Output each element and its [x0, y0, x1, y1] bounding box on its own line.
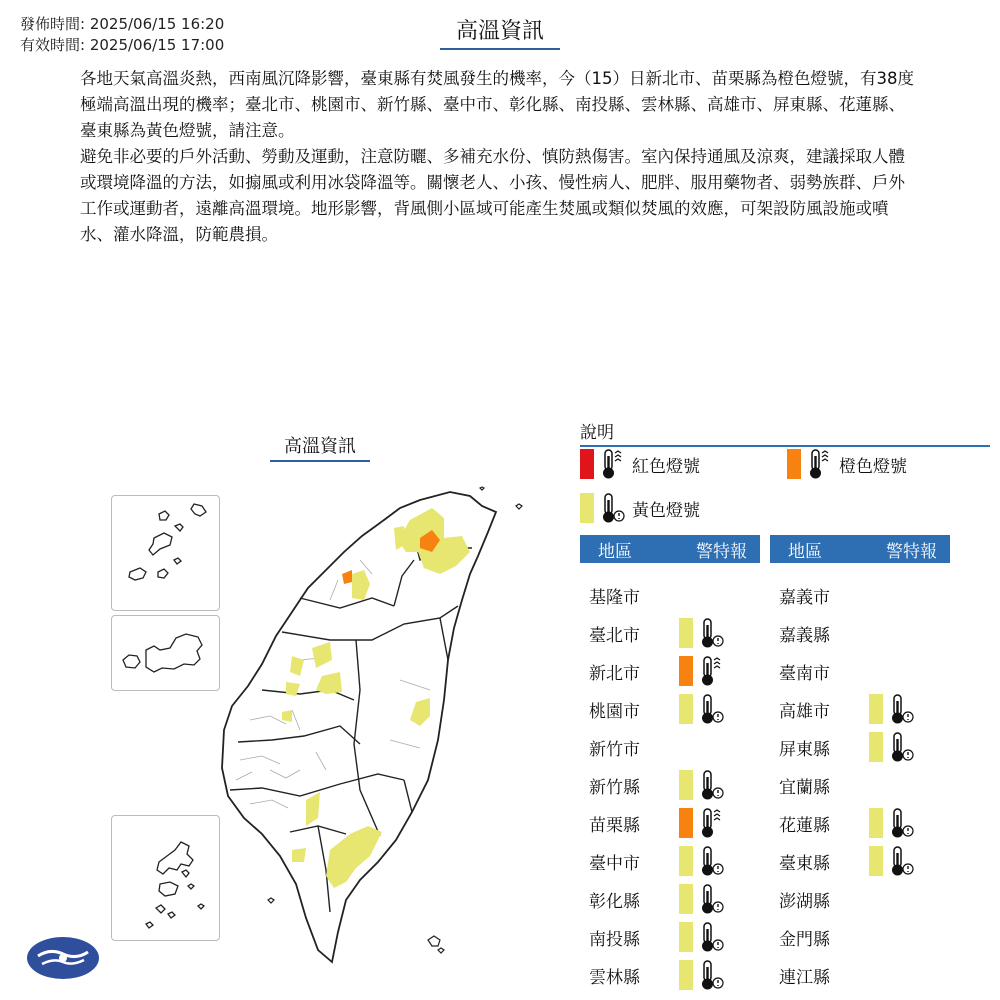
thermometer-warning-icon: [889, 807, 915, 839]
penghu-islands-map: [112, 816, 219, 940]
warning-level-bar: [679, 656, 693, 686]
region-row: [580, 804, 725, 842]
region-name: 宜蘭縣: [779, 777, 830, 798]
thermometer-warning-icon: [699, 693, 725, 725]
region-name: 花蓮縣: [779, 815, 830, 836]
region-name: 高雄市: [779, 701, 830, 722]
region-row: [770, 804, 915, 842]
region-row: [770, 576, 869, 614]
warning-level-bar: [679, 694, 693, 724]
thermometer-high-icon: [807, 448, 833, 480]
kinmen-islands-map: [112, 616, 219, 690]
region-name: 新竹縣: [589, 777, 640, 798]
map-title: 高溫資訊: [270, 432, 370, 462]
col-region-right: 地區: [788, 541, 822, 562]
region-row: [580, 614, 725, 652]
warning-level-bar: [679, 884, 693, 914]
region-name: 彰化縣: [589, 891, 640, 912]
region-row: [580, 918, 725, 956]
legend-orange-swatch: [787, 449, 801, 479]
warning-level-bar: [679, 770, 693, 800]
thermometer-warning-icon: [699, 845, 725, 877]
thermometer-warning-icon: [889, 693, 915, 725]
region-name: 新竹市: [589, 739, 640, 760]
region-name: 新北市: [589, 663, 640, 684]
region-row: [580, 766, 725, 804]
warning-level-bar: [679, 618, 693, 648]
table-header-right: [770, 535, 950, 563]
thermometer-warning-icon: [699, 769, 725, 801]
cwa-logo-icon: [26, 936, 100, 980]
legend-title: 說明: [580, 418, 990, 447]
region-row: [580, 842, 725, 880]
taiwan-outline: [222, 492, 496, 962]
warning-level-bar: [679, 808, 693, 838]
region-name: 澎湖縣: [779, 891, 830, 912]
matsu-islands-map: [112, 496, 219, 610]
region-row: [580, 728, 679, 766]
page-title: 高溫資訊: [440, 14, 560, 50]
thermometer-warning-icon: [699, 883, 725, 915]
region-name: 苗栗縣: [589, 815, 640, 836]
thermometer-warning-icon: [889, 731, 915, 763]
region-name: 臺中市: [589, 853, 640, 874]
warning-level-bar: [869, 732, 883, 762]
region-name: 基隆市: [589, 587, 640, 608]
thermometer-warning-icon: [699, 617, 725, 649]
region-row: [770, 652, 869, 690]
legend-orange-label: 橙色燈號: [839, 456, 907, 477]
region-name: 臺北市: [589, 625, 640, 646]
legend-red-label: 紅色燈號: [632, 456, 700, 477]
region-row: [580, 576, 679, 614]
inset-matsu: [111, 495, 220, 611]
col-warning-left: 警特報: [696, 541, 747, 562]
inset-penghu: [111, 815, 220, 941]
warning-level-bar: [869, 808, 883, 838]
valid-time: 有效時間: 2025/06/15 17:00: [20, 36, 225, 54]
inset-kinmen: [111, 615, 220, 691]
legend-yellow-label: 黃色燈號: [632, 500, 700, 521]
region-row: [770, 728, 915, 766]
yellow-warning-areas: [282, 508, 470, 888]
region-name: 南投縣: [589, 929, 640, 950]
thermometer-warning-icon: [699, 921, 725, 953]
region-row: [580, 690, 725, 728]
thermometer-high-icon: [699, 655, 725, 687]
thermometer-high-icon: [699, 807, 725, 839]
region-row: [580, 880, 725, 918]
region-name: 屏東縣: [779, 739, 830, 760]
warning-level-bar: [679, 846, 693, 876]
region-name: 嘉義縣: [779, 625, 830, 646]
table-header-left: [580, 535, 760, 563]
thermometer-warning-icon: [699, 959, 725, 991]
county-borders: [230, 530, 472, 912]
col-region-left: 地區: [598, 541, 632, 562]
region-row: [770, 690, 915, 728]
region-name: 臺南市: [779, 663, 830, 684]
legend-yellow-swatch: [580, 493, 594, 523]
warning-level-bar: [869, 694, 883, 724]
legend-red: [580, 448, 700, 480]
region-row: [770, 956, 869, 994]
region-name: 桃園市: [589, 701, 640, 722]
legend-red-swatch: [580, 449, 594, 479]
warning-level-bar: [679, 960, 693, 990]
region-name: 臺東縣: [779, 853, 830, 874]
notice-text: [80, 66, 920, 248]
region-row: [770, 842, 915, 880]
region-row: [770, 766, 869, 804]
warning-level-bar: [679, 922, 693, 952]
region-name: 金門縣: [779, 929, 830, 950]
issue-time: 發佈時間: 2025/06/15 16:20: [20, 15, 225, 33]
thermometer-high-icon: [600, 448, 626, 480]
warning-level-bar: [869, 846, 883, 876]
region-row: [770, 880, 869, 918]
region-name: 嘉義市: [779, 587, 830, 608]
thermometer-warning-icon: [889, 845, 915, 877]
region-row: [770, 918, 869, 956]
region-row: [580, 956, 725, 994]
region-row: [580, 652, 725, 690]
legend-orange: [787, 448, 907, 480]
region-name: 雲林縣: [589, 967, 640, 988]
issue-meta: [20, 14, 224, 56]
region-name: 連江縣: [779, 967, 830, 988]
region-row: [770, 614, 869, 652]
col-warning-right: 警特報: [886, 541, 937, 562]
notice-paragraph-1: 各地天氣高溫炎熱，西南風沉降影響，臺東縣有焚風發生的機率，今（15）日新北市、苗栗縣為橙色燈號，有38度極端高溫出現的機率；臺北市、桃園市、新竹縣、臺中市、彰化縣、南投縣、雲林縣、高雄市、屏東縣、花蓮縣、臺東縣為黃色燈號，請注意。: [80, 69, 914, 140]
orange-warning-areas: [342, 530, 440, 584]
township-borders: [236, 560, 430, 808]
thermometer-warning-icon: [600, 492, 626, 524]
notice-paragraph-2: 避免非必要的戶外活動、勞動及運動，注意防曬、多補充水份、慎防熱傷害。室內保持通風及涼爽，建議採取人體或環境降溫的方法，如搧風或利用冰袋降溫等。關懷老人、小孩、慢性病人、肥胖、服用藥物者、弱勢族群、戶外工作或運動者，遠離高溫環境。地形影響，背風側小區域可能產生焚風或類似焚風的效應，可架設防風設施或噴水、灌水降溫，防範農損。: [80, 147, 905, 244]
legend-yellow: [580, 492, 700, 524]
outlying-islets: [268, 487, 522, 953]
